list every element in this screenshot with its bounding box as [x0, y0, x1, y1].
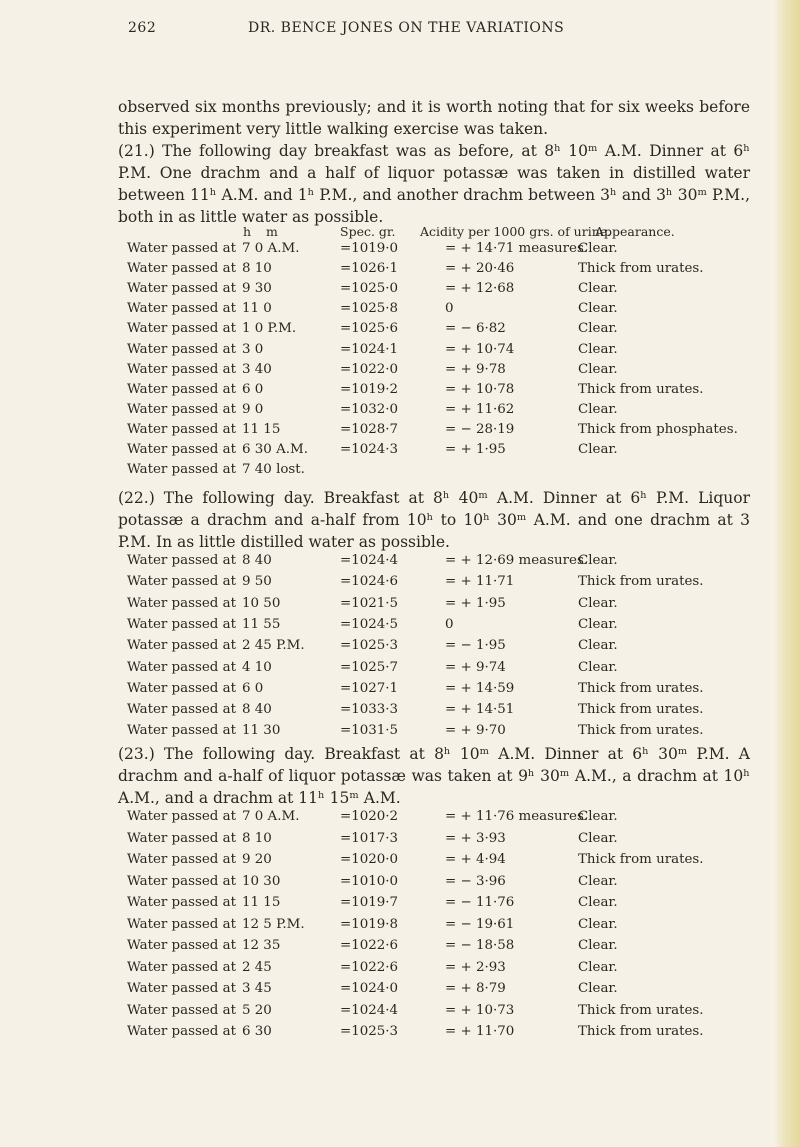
table-row: [0, 442, 800, 462]
row-time: 11 55: [242, 616, 281, 632]
table-row: [0, 382, 800, 402]
row-appearance: Clear.: [578, 873, 618, 889]
row-label: Water passed at: [127, 341, 236, 357]
experiment-22-paragraph: (22.) The following day. Breakfast at 8ʰ 40ᵐ A.M. Dinner at 6ʰ P.M. Liquor potassæ a drachm and a-half from 10ʰ to 10ʰ 30ᵐ A.M. and one drachm at 3 P.M. In as little distilled water as possible.: [118, 489, 750, 551]
row-specific-gravity: =1020·2: [340, 809, 399, 824]
row-time: 12 35: [242, 938, 281, 953]
row-time: 9 20: [242, 852, 272, 867]
row-time: 7 0 A.M.: [242, 809, 300, 824]
row-appearance: Clear.: [578, 401, 618, 417]
row-label: Water passed at: [127, 442, 236, 457]
table-row: [0, 261, 800, 281]
row-time: 9 30: [242, 281, 272, 297]
row-acidity: = + 3·93: [445, 830, 506, 846]
row-specific-gravity: =1025·3: [340, 1024, 399, 1039]
table-row: [0, 301, 800, 321]
row-appearance: Thick from urates.: [578, 574, 704, 590]
row-time: 11 15: [242, 895, 281, 910]
row-specific-gravity: =1033·3: [340, 702, 399, 718]
table-row: [0, 574, 800, 594]
row-time: 8 10: [242, 830, 272, 846]
row-acidity: = + 9·74: [445, 659, 506, 675]
row-appearance: Clear.: [578, 830, 618, 846]
row-appearance: Thick from urates.: [578, 1002, 704, 1018]
row-label: Water passed at: [127, 1024, 236, 1039]
row-time: 8 40: [242, 702, 272, 718]
row-specific-gravity: =1025·6: [340, 321, 399, 337]
table-row: [0, 681, 800, 701]
row-appearance: Thick from urates.: [578, 1024, 704, 1039]
row-appearance: Clear.: [578, 553, 618, 568]
row-acidity: = + 12·68: [445, 281, 515, 297]
row-appearance: Thick from urates.: [578, 852, 704, 867]
row-acidity: 0: [445, 616, 454, 632]
acidity-header: Acidity per 1000 grs. of urine.: [420, 224, 612, 239]
table-row: [0, 917, 800, 937]
table-row: [0, 895, 800, 915]
row-acidity: = + 11·62: [445, 401, 515, 417]
row-appearance: Clear.: [578, 638, 618, 654]
intro-paragraph: observed six months previously; and it is worth noting that for six weeks before this experiment very little walking exercise was taken.: [118, 98, 750, 138]
row-appearance: Clear.: [578, 281, 618, 297]
row-specific-gravity: =1024·1: [340, 341, 399, 357]
row-specific-gravity: =1019·8: [340, 916, 399, 932]
row-label: Water passed at: [127, 616, 236, 632]
row-specific-gravity: =1025·8: [340, 301, 399, 317]
table-row: [0, 831, 800, 851]
row-specific-gravity: =1022·0: [340, 361, 399, 377]
row-label: Water passed at: [127, 680, 236, 696]
row-acidity: = + 12·69 measures.: [445, 553, 589, 568]
row-label: Water passed at: [127, 401, 236, 417]
table-row: [0, 638, 800, 658]
row-time: 6 30: [242, 1024, 272, 1039]
row-time: 10 30: [242, 873, 281, 889]
table-row: [0, 960, 800, 980]
table-row: [0, 723, 800, 743]
row-label: Water passed at: [127, 421, 236, 437]
row-acidity: = + 14·51: [445, 702, 515, 718]
table-row: [0, 981, 800, 1001]
row-specific-gravity: =1017·3: [340, 830, 399, 846]
row-label: Water passed at: [127, 809, 236, 824]
row-appearance: Thick from urates.: [578, 261, 704, 277]
row-specific-gravity: =1022·6: [340, 959, 399, 975]
row-specific-gravity: =1024·4: [340, 1002, 399, 1018]
row-time: 7 40 lost.: [242, 462, 305, 478]
row-appearance: Clear.: [578, 301, 618, 317]
row-specific-gravity: =1027·1: [340, 680, 399, 696]
table-row: [0, 874, 800, 894]
row-specific-gravity: =1022·6: [340, 938, 399, 953]
table-row: [0, 1003, 800, 1023]
row-label: Water passed at: [127, 938, 236, 953]
row-acidity: = + 8·79: [445, 981, 506, 996]
row-acidity: = + 9·70: [445, 723, 506, 739]
row-appearance: Clear.: [578, 595, 618, 611]
row-acidity: = + 11·71: [445, 574, 515, 590]
row-acidity: = + 10·74: [445, 341, 515, 357]
row-time: 10 50: [242, 595, 281, 611]
table-row: [0, 422, 800, 442]
row-label: Water passed at: [127, 595, 236, 611]
row-time: 9 0: [242, 401, 264, 417]
row-time: 7 0 A.M.: [242, 241, 300, 256]
row-label: Water passed at: [127, 959, 236, 975]
row-appearance: Clear.: [578, 241, 618, 256]
row-time: 3 0: [242, 341, 264, 357]
row-specific-gravity: =1024·4: [340, 553, 399, 568]
table-row: [0, 241, 800, 261]
row-appearance: Clear.: [578, 938, 618, 953]
row-acidity: 0: [445, 301, 454, 317]
experiment-23-paragraph: (23.) The following day. Breakfast at 8ʰ 10ᵐ A.M. Dinner at 6ʰ 30ᵐ P.M. A drachm and a-half of liquor potassæ was taken at 9ʰ 30ᵐ A.M., a drachm at 10ʰ A.M., and a drachm at 11ʰ 15ᵐ A.M.: [118, 745, 750, 807]
row-label: Water passed at: [127, 659, 236, 675]
row-appearance: Clear.: [578, 916, 618, 932]
table-row: [0, 342, 800, 362]
row-specific-gravity: =1026·1: [340, 261, 399, 277]
row-time: 5 20: [242, 1002, 272, 1018]
row-acidity: = + 1·95: [445, 595, 506, 611]
row-time: 11 0: [242, 301, 272, 317]
row-appearance: Clear.: [578, 616, 618, 632]
row-acidity: = + 11·70: [445, 1024, 515, 1039]
row-label: Water passed at: [127, 895, 236, 910]
row-specific-gravity: =1032·0: [340, 401, 399, 417]
row-label: Water passed at: [127, 381, 236, 397]
table-row: [0, 553, 800, 573]
row-appearance: Clear.: [578, 959, 618, 975]
row-acidity: = − 11·76: [445, 895, 515, 910]
row-label: Water passed at: [127, 852, 236, 867]
row-label: Water passed at: [127, 241, 236, 256]
row-time: 6 30 A.M.: [242, 442, 308, 457]
table-row: [0, 938, 800, 958]
row-time: 12 5 P.M.: [242, 916, 305, 932]
experiment-21-paragraph: (21.) The following day breakfast was as before, at 8ʰ 10ᵐ A.M. Dinner at 6ʰ P.M. One drachm and a half of liquor potassæ was taken in distilled water between 11ʰ A.M. and 1ʰ P.M., and another drachm between 3ʰ and 3ʰ 30ᵐ P.M., both in as little water as possible.: [118, 142, 750, 226]
row-specific-gravity: =1024·6: [340, 574, 399, 590]
row-acidity: = + 4·94: [445, 852, 506, 867]
row-appearance: Clear.: [578, 895, 618, 910]
row-time: 1 0 P.M.: [242, 321, 297, 337]
row-label: Water passed at: [127, 261, 236, 277]
row-appearance: Clear.: [578, 361, 618, 377]
row-appearance: Thick from urates.: [578, 702, 704, 718]
row-specific-gravity: =1019·0: [340, 241, 399, 256]
spec-gr-header: Spec. gr.: [340, 224, 396, 239]
table-row: [0, 809, 800, 829]
row-appearance: Clear.: [578, 321, 618, 337]
row-label: Water passed at: [127, 1002, 236, 1018]
row-time: 11 30: [242, 723, 281, 739]
table-row: [0, 462, 800, 482]
row-label: Water passed at: [127, 830, 236, 846]
row-specific-gravity: =1020·0: [340, 852, 399, 867]
row-label: Water passed at: [127, 638, 236, 654]
row-appearance: Clear.: [578, 341, 618, 357]
row-time: 3 40: [242, 361, 272, 377]
row-acidity: = + 1·95: [445, 442, 506, 457]
row-acidity: = − 19·61: [445, 916, 515, 932]
row-specific-gravity: =1025·3: [340, 638, 399, 654]
row-appearance: Thick from urates.: [578, 723, 704, 739]
table-row: [0, 281, 800, 301]
row-time: 2 45: [242, 959, 272, 975]
row-specific-gravity: =1024·5: [340, 616, 399, 632]
row-specific-gravity: =1019·2: [340, 381, 399, 397]
row-acidity: = + 10·78: [445, 381, 515, 397]
row-time: 8 40: [242, 553, 272, 568]
row-specific-gravity: =1028·7: [340, 421, 399, 437]
row-time: 8 10: [242, 261, 272, 277]
row-appearance: Clear.: [578, 809, 618, 824]
table-row: [0, 702, 800, 722]
row-label: Water passed at: [127, 873, 236, 889]
hours-header: h: [243, 224, 252, 239]
row-appearance: Clear.: [578, 442, 618, 457]
row-specific-gravity: =1031·5: [340, 723, 399, 739]
row-label: Water passed at: [127, 301, 236, 317]
row-specific-gravity: =1021·5: [340, 595, 399, 611]
row-appearance: Clear.: [578, 659, 618, 675]
row-time: 6 0: [242, 680, 264, 696]
row-specific-gravity: =1025·7: [340, 659, 399, 675]
row-appearance: Thick from urates.: [578, 680, 704, 696]
minutes-header: m: [266, 224, 278, 239]
row-specific-gravity: =1019·7: [340, 895, 399, 910]
row-acidity: = + 20·46: [445, 261, 515, 277]
appearance-header: Appearance.: [595, 224, 675, 239]
row-label: Water passed at: [127, 361, 236, 377]
row-acidity: = − 6·82: [445, 321, 506, 337]
row-acidity: = − 1·95: [445, 638, 506, 654]
row-label: Water passed at: [127, 574, 236, 590]
row-acidity: = + 9·78: [445, 361, 506, 377]
row-label: Water passed at: [127, 702, 236, 718]
row-label: Water passed at: [127, 321, 236, 337]
page-number: 262: [128, 20, 157, 36]
row-label: Water passed at: [127, 281, 236, 297]
running-title: DR. BENCE JONES ON THE VARIATIONS: [248, 20, 565, 36]
table-row: [0, 852, 800, 872]
row-label: Water passed at: [127, 916, 236, 932]
row-label: Water passed at: [127, 462, 236, 478]
table-row: [0, 596, 800, 616]
row-time: 6 0: [242, 381, 264, 397]
row-time: 4 10: [242, 659, 272, 675]
table-row: [0, 1024, 800, 1044]
row-acidity: = + 10·73: [445, 1002, 515, 1018]
table-row: [0, 402, 800, 422]
row-acidity: = − 3·96: [445, 873, 506, 889]
table-row: [0, 362, 800, 382]
row-specific-gravity: =1024·0: [340, 981, 399, 996]
row-time: 3 45: [242, 981, 272, 996]
row-acidity: = + 14·59: [445, 680, 515, 696]
table-row: [0, 617, 800, 637]
row-specific-gravity: =1024·3: [340, 442, 399, 457]
row-appearance: Clear.: [578, 981, 618, 996]
row-acidity: = − 28·19: [445, 421, 515, 437]
row-acidity: = − 18·58: [445, 938, 515, 953]
row-specific-gravity: =1025·0: [340, 281, 399, 297]
row-acidity: = + 11·76 measures.: [445, 809, 589, 824]
row-acidity: = + 14·71 measures.: [445, 241, 589, 256]
row-time: 9 50: [242, 574, 272, 590]
row-acidity: = + 2·93: [445, 959, 506, 975]
row-time: 11 15: [242, 421, 281, 437]
row-time: 2 45 P.M.: [242, 638, 305, 654]
row-label: Water passed at: [127, 981, 236, 996]
row-appearance: Thick from urates.: [578, 381, 704, 397]
row-specific-gravity: =1010·0: [340, 873, 399, 889]
table-row: [0, 321, 800, 341]
row-label: Water passed at: [127, 553, 236, 568]
table-row: [0, 660, 800, 680]
row-label: Water passed at: [127, 723, 236, 739]
row-appearance: Thick from phosphates.: [578, 421, 738, 437]
